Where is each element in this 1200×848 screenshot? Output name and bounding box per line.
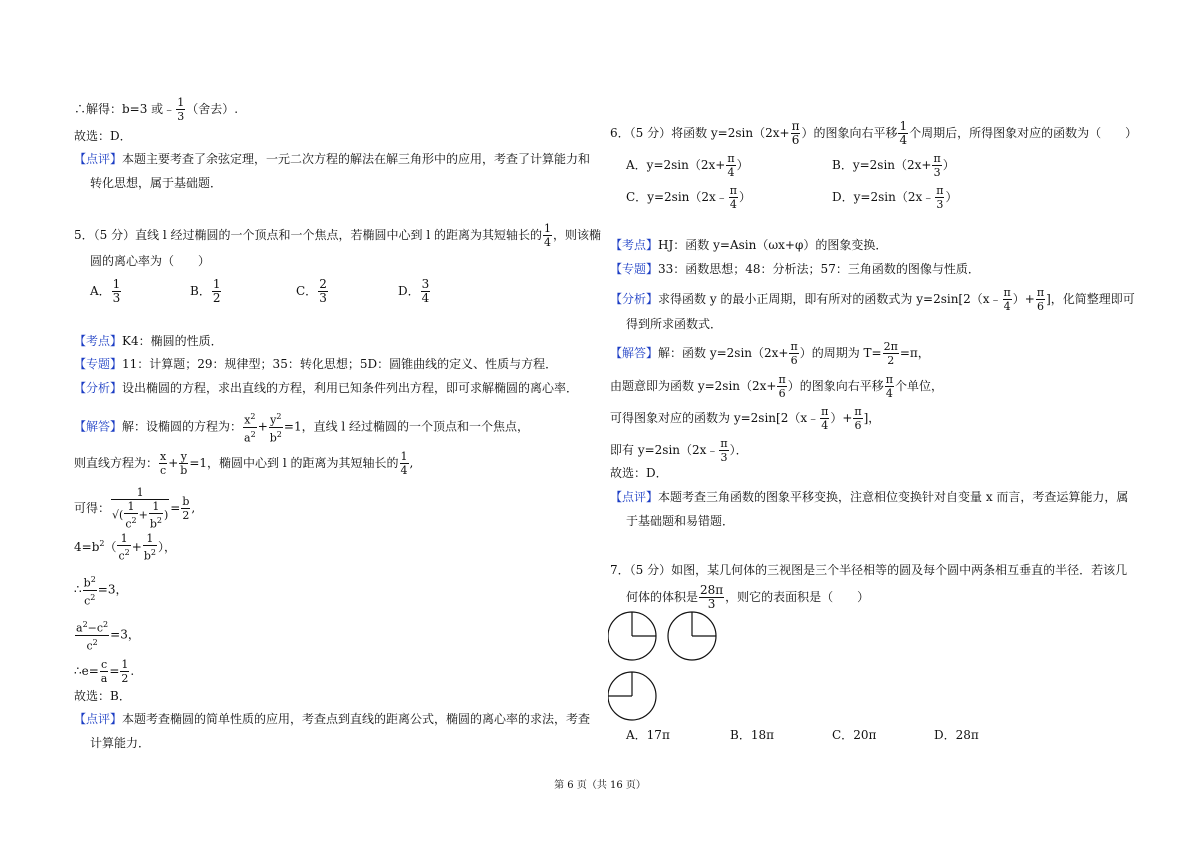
- q6-option-b[interactable]: B．y=2sin（2x+ $\frac{\pi}{3}$ ）: [832, 152, 955, 179]
- fraction: $\frac{1}{3}$: [177, 96, 185, 123]
- page-footer: 第 6 页（共 16 页）: [554, 780, 646, 791]
- q6-option-d[interactable]: D．y=2sin（2x﹣ $\frac{\pi}{3}$ ）: [832, 184, 958, 211]
- q6-fenxi: 【分析】求得函数 y 的最小正周期，即有所对的函数式为 y=2sin[2（x﹣ $\frac{\pi}{4}$ ）+ $\frac{\pi}{6}$ ]，化简整理即可: [610, 286, 1135, 313]
- q5-eq-a2c2: $\frac{a^2-c^2}{c^2}$ =3，: [76, 620, 140, 653]
- top-view-circle: [608, 672, 656, 720]
- q6-fenxi-cont: 得到所求函数式．: [626, 317, 723, 331]
- q6-jieda-line3: 可得图象对应的函数为 y=2sin[2（x﹣ $\frac{\pi}{4}$ ）+ $\frac{\pi}{6}$ ]，: [610, 405, 881, 432]
- q7-stem-cont: 何体的体积是 $\frac{28\pi}{3}$ ，则它的表面积是（ ）: [626, 583, 870, 611]
- q6-option-a[interactable]: A．y=2sin（2x+ $\frac{\pi}{4}$ ）: [626, 152, 749, 179]
- q5-jieda: 【解答】解：设椭圆的方程为： $\frac{x^2}{a^2}$ + $\frac{y^2}{b^2}$ =1，直线 l 经过椭圆的一个顶点和一个焦点，: [74, 412, 530, 445]
- q5-eq-b2c2: ∴ $\frac{b^2}{c^2}$ =3，: [74, 575, 128, 608]
- q5-get: 可得： 1 √( $\frac{1}{c^2}$ + $\frac{1}{b^2}$ ) = $\frac{b}{2}$ ,: [74, 486, 196, 531]
- q5-eq4: $4=b^2$（ $\frac{1}{c^2}$ + $\frac{1}{b^2}$ ），: [74, 532, 176, 563]
- q5-comment-cont: 计算能力．: [90, 736, 151, 750]
- q6-zhuanti: 【专题】33：函数思想；48：分析法；57：三角函数的图像与性质．: [610, 262, 980, 276]
- q5-zhuanti: 【专题】11：计算题；29：规律型；35：转化思想；5D：圆锥曲线的定义、性质与方程．: [74, 357, 558, 371]
- q6-stem: 6．（5 分）将函数 y=2sin（2x+ $\frac{\pi}{6}$ ）的图象向右平移 $\frac{1}{4}$ 个周期后，所得图象对应的函数为（ ）: [610, 119, 1138, 147]
- q6-choice: 故选：D．: [610, 466, 668, 480]
- q5-comment: 【点评】本题考查椭圆的简单性质的应用，考查点到直线的距离公式，椭圆的离心率的求法，考查: [74, 712, 591, 726]
- q5-option-b[interactable]: B． $\frac{1}{2}$: [190, 277, 221, 305]
- prev-solve-line: ∴解得：b=3 或﹣ $\frac{1}{3}$ （舍去）.: [74, 96, 239, 123]
- q6-kaodian: 【考点】HJ：函数 y=Asin（ωx+φ）的图象变换．: [610, 238, 888, 252]
- q6-jieda-line2: 由题意即为函数 y=2sin（2x+ $\frac{\pi}{6}$ ）的图象向右平移 $\frac{\pi}{4}$ 个单位，: [610, 373, 943, 400]
- q6-jieda: 【解答】解：函数 y=2sin（2x+ $\frac{\pi}{6}$ ）的周期为 T= $\frac{2\pi}{2}$ =π，: [610, 340, 930, 367]
- prev-comment: 【点评】本题主要考查了余弦定理，一元二次方程的解法在解三角形中的应用，考查了计算能力和: [74, 152, 591, 166]
- three-view-figure: [608, 610, 728, 722]
- q5-kaodian: 【考点】K4：椭圆的性质．: [74, 334, 223, 348]
- q6-comment: 【点评】本题考查三角函数的图象平移变换，注意相位变换针对自变量 x 而言，考查运算能力，属: [610, 490, 1129, 504]
- q7-option-a[interactable]: A．17π: [626, 728, 670, 742]
- front-view-circle: [608, 612, 656, 660]
- q5-option-c[interactable]: C． $\frac{2}{3}$: [296, 277, 327, 305]
- q5-e: ∴e= $\frac{c}{a}$ = $\frac{1}{2}$ .: [74, 658, 135, 685]
- side-view-circle: [668, 612, 716, 660]
- q5-option-d[interactable]: D． $\frac{3}{4}$: [398, 277, 430, 305]
- q5-fenxi: 【分析】设出椭圆的方程，求出直线的方程，利用已知条件列出方程，即可求解椭圆的离心率．: [74, 381, 579, 395]
- q5-option-a[interactable]: A． $\frac{1}{3}$: [90, 277, 121, 305]
- q6-option-c[interactable]: C．y=2sin（2x﹣ $\frac{\pi}{4}$ ）: [626, 184, 752, 211]
- q5-stem-cont: 圆的离心率为（ ）: [90, 254, 211, 268]
- q5-choice: 故选：B．: [74, 689, 131, 703]
- q7-option-b[interactable]: B．18π: [730, 728, 774, 742]
- q7-option-d[interactable]: D．28π: [934, 728, 979, 742]
- q7-option-c[interactable]: C．20π: [832, 728, 877, 742]
- q5-stem: 5．（5 分）直线 l 经过椭圆的一个顶点和一个焦点，若椭圆中心到 l 的距离为其短轴长的 $\frac{1}{4}$ ，则该椭: [74, 222, 602, 249]
- q6-comment-cont: 于基础题和易错题．: [626, 514, 735, 528]
- prev-choice: 故选：D．: [74, 129, 132, 143]
- q7-stem: 7．（5 分）如图，某几何体的三视图是三个半径相等的圆及每个圆中两条相互垂直的半径．若该几: [610, 563, 1128, 577]
- prev-comment-cont: 转化思想，属于基础题．: [90, 176, 223, 190]
- q5-line-eq: 则直线方程为： $\frac{x}{c}$ + $\frac{y}{b}$ =1，椭圆中心到 l 的距离为其短轴长的 $\frac{1}{4}$ ,: [74, 450, 414, 477]
- q6-jieda-line4: 即有 y=2sin（2x﹣ $\frac{\pi}{3}$ ）．: [610, 437, 748, 464]
- fraction: $\frac{1}{4}$: [544, 222, 552, 249]
